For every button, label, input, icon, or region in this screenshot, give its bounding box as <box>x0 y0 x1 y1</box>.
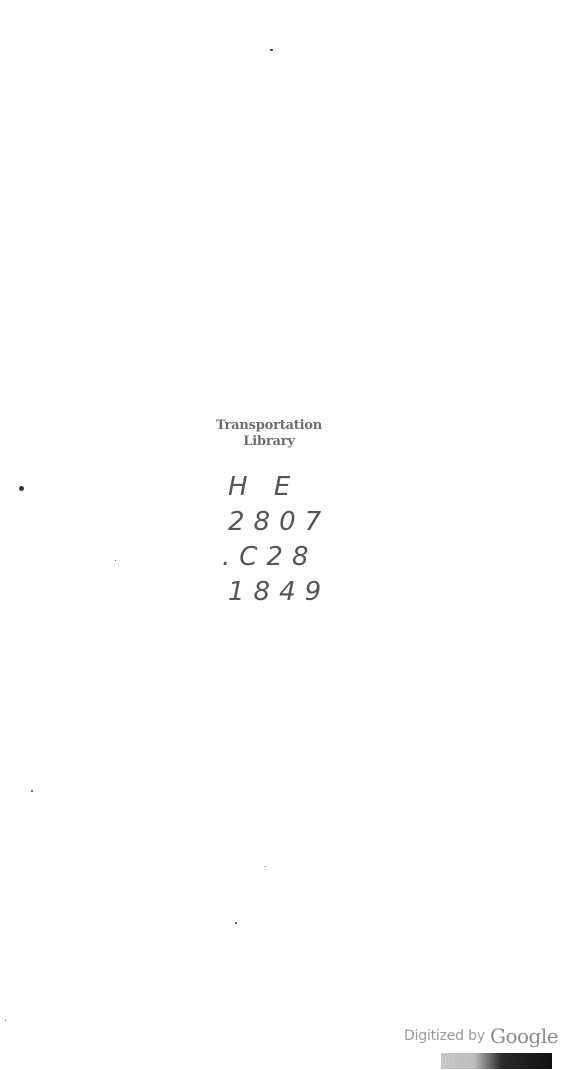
dust-speck <box>270 49 273 51</box>
library-stamp <box>205 418 333 451</box>
stamp-line-library: Library <box>243 434 295 450</box>
call-number-year: 1849 <box>228 577 331 607</box>
call-number-subclass: 2807 <box>228 507 331 537</box>
dust-speck <box>115 560 116 561</box>
digitized-watermark <box>404 1024 564 1050</box>
dust-speck <box>235 922 237 924</box>
call-number-cutter: .C28 <box>222 542 318 572</box>
dust-speck <box>19 486 24 491</box>
dust-speck <box>5 1020 6 1021</box>
google-logo-text: Google <box>490 1024 559 1048</box>
handwritten-call-number <box>222 470 332 610</box>
dust-speck <box>265 866 266 867</box>
stamp-line-transportation: Transportation <box>215 418 323 433</box>
barcode-strip <box>441 1053 552 1069</box>
call-number-class: H E <box>228 472 300 502</box>
digitized-by-text: Digitized by <box>404 1028 485 1044</box>
dust-speck <box>31 790 33 792</box>
